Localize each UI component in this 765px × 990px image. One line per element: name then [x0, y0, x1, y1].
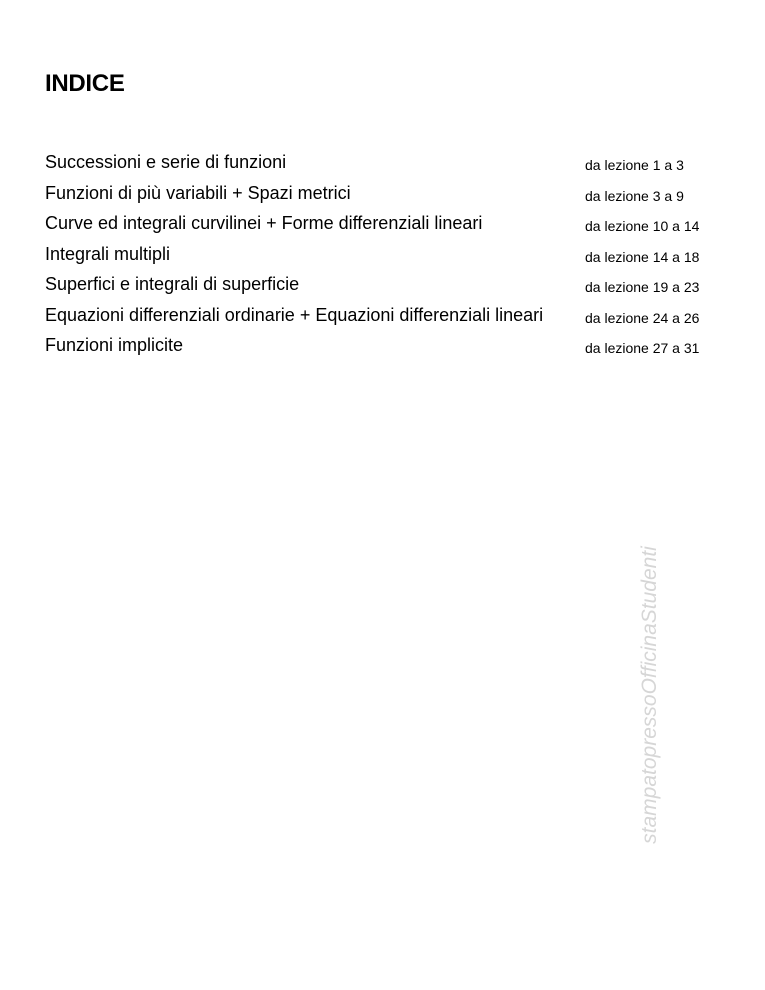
toc-lesson-range: da lezione 27 a 31: [585, 340, 700, 356]
toc-lesson-range: da lezione 3 a 9: [585, 187, 684, 204]
toc-row: [45, 274, 725, 305]
toc-row: [45, 335, 725, 366]
toc-row: [45, 213, 725, 244]
table-of-contents: [45, 152, 725, 366]
toc-topic: Integrali multipli: [45, 243, 171, 264]
toc-topic: Superfici e integrali di superficie: [45, 274, 300, 294]
toc-lesson-range: da lezione 14 a 18: [585, 248, 700, 265]
toc-lesson-range: da lezione 1 a 3: [585, 157, 684, 173]
toc-topic: Curve ed integrali curvilinei + Forme differenziali lineari: [45, 213, 483, 233]
toc-topic: Equazioni differenziali ordinarie + Equazioni differenziali lineari: [45, 304, 544, 325]
toc-topic: Successioni e serie di funzioni: [45, 152, 287, 172]
toc-topic: Funzioni implicite: [45, 335, 184, 355]
toc-topic: Funzioni di più variabili + Spazi metrici: [45, 182, 351, 203]
toc-row: [45, 305, 725, 336]
toc-row: [45, 244, 725, 275]
toc-row: [45, 183, 725, 214]
watermark: stampatopressoOfficinaStudenti: [638, 546, 661, 844]
toc-lesson-range: da lezione 19 a 23: [585, 279, 700, 295]
page-title: INDICE: [45, 70, 125, 97]
toc-lesson-range: da lezione 10 a 14: [585, 218, 700, 234]
toc-row: [45, 152, 725, 183]
toc-lesson-range: da lezione 24 a 26: [585, 309, 700, 326]
